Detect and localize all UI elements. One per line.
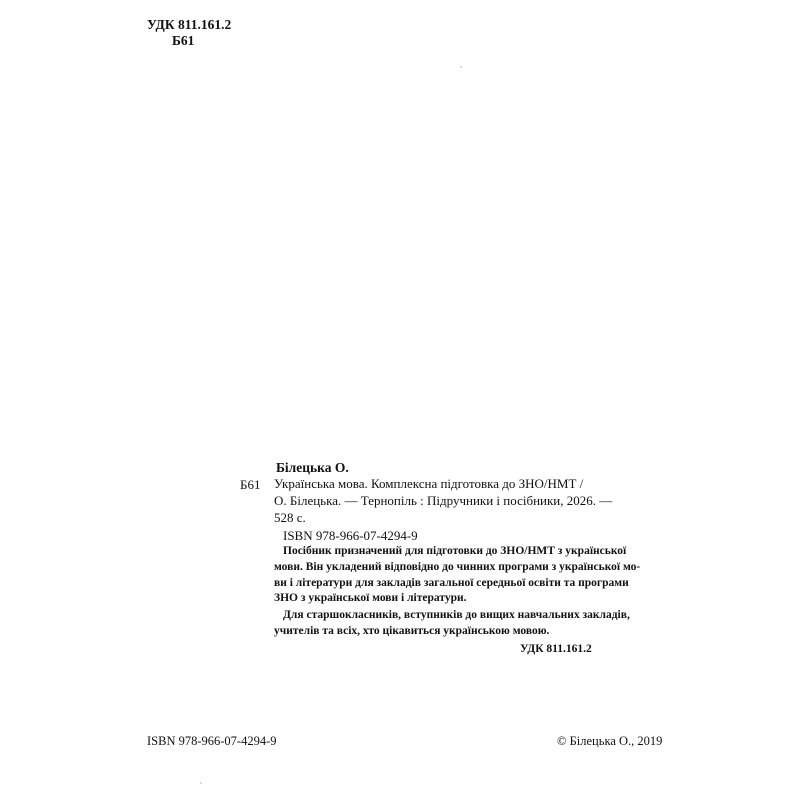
library-code-header: Б61 [172, 33, 195, 48]
udk-header: УДК 811.161.2 [147, 17, 232, 32]
scan-dust-mark [200, 782, 202, 784]
scan-dust-mark [460, 66, 462, 68]
card-isbn: ISBN 978-966-07-4294-9 [283, 528, 418, 543]
card-author: Білецька О. [276, 460, 349, 475]
card-annotation-line: ви і літератури для закладів загальної середньої освіти та програми [274, 577, 629, 589]
footer-copyright: © Білецька О., 2019 [557, 734, 663, 748]
card-annotation-line: Для старшокласників, вступників до вищих навчальних закладів, [283, 609, 630, 621]
card-title-line: О. Білецька. — Тернопіль : Підручники і посібники, 2026. — [274, 493, 613, 508]
card-annotation-line: Посібник призначений для підготовки до ЗНО/НМТ з української [283, 545, 627, 557]
card-annotation-line: мови. Він укладений відповідно до чинних програми з української мо- [274, 561, 641, 573]
footer-isbn: ISBN 978-966-07-4294-9 [147, 734, 277, 748]
card-annotation-line: ЗНО з української мови і літератури. [274, 592, 467, 604]
card-title-line: 528 с. [274, 510, 306, 525]
card-title-line: Українська мова. Комплексна підготовка до ЗНО/НМТ / [274, 476, 584, 491]
card-annotation-line: учителів та всіх, хто цікавиться українською мовою. [274, 625, 550, 637]
card-library-code: Б61 [240, 477, 261, 492]
card-udk: УДК 811.161.2 [520, 643, 592, 655]
